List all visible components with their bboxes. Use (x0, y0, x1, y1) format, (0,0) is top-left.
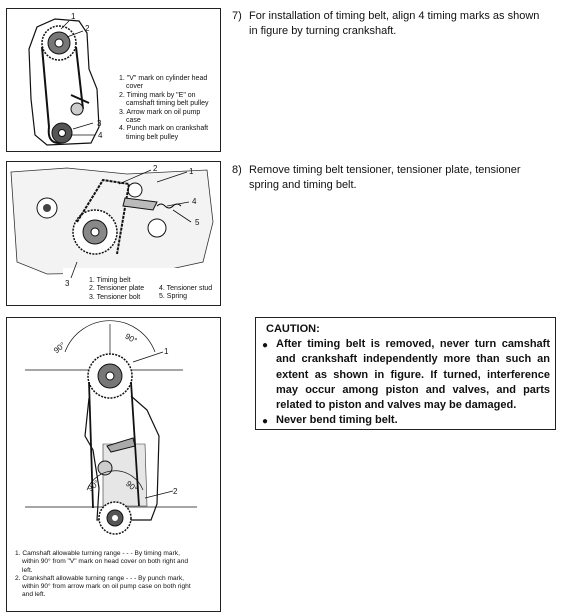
bullet-icon: ● (262, 416, 269, 427)
step-8-number: 8) (232, 164, 242, 176)
step-7-number: 7) (232, 10, 242, 22)
callout-2: 2 (153, 164, 158, 173)
callout-1: 1 (71, 12, 76, 21)
legend-line: 3. Arrow mark on oil pump (119, 108, 201, 116)
legend-line: 1. Camshaft allowable turning range - - - By timing mark, (15, 550, 180, 557)
angle-label-cam-right: 90° (123, 331, 139, 346)
caution-item-1: After timing belt is removed, never turn camshaft and crankshaft independently more than such an extent as shown in figure. If turned, interference may occur among piston and valves, and parts related to piston and valves may be damaged. (276, 338, 550, 412)
legend-line: 1. "V" mark on cylinder head (119, 75, 208, 82)
angle-label-crank-left: 90° (86, 478, 102, 494)
legend-line: cover (126, 83, 144, 91)
legend-line: 1. Timing belt (89, 277, 131, 284)
legend-line: 5. Spring (159, 293, 188, 301)
step-7 (232, 9, 557, 43)
callout-3: 3 (65, 279, 70, 288)
figure-tensioner-removal (6, 161, 221, 306)
figure-timing-marks (6, 8, 221, 152)
figure-turning-range (6, 317, 221, 612)
callout-4: 4 (192, 197, 197, 206)
legend-line: 4. Punch mark on crankshaft (119, 125, 209, 133)
legend-line: 2. Tensioner plate (89, 285, 145, 293)
callout-3: 3 (97, 119, 102, 128)
legend-line: 2. Timing mark by "E" on (119, 91, 196, 99)
caution-item-2: Never bend timing belt. (276, 414, 398, 426)
figure2-legend-right (159, 285, 212, 302)
legend-line: within 90° from arrow mark on oil pump case on both right (22, 583, 191, 591)
legend-line: left. (22, 566, 33, 574)
callout-1: 1 (164, 347, 169, 356)
callout-1: 1 (189, 167, 194, 176)
legend-line: and left. (22, 591, 46, 599)
figure1-legend (119, 75, 208, 142)
step-8-text: Remove timing belt tensioner, tensioner plate, tensioner spring and timing belt. (249, 164, 521, 191)
legend-line: within 90° from "V" mark on head cover on both right and (22, 558, 189, 566)
callout-2: 2 (85, 24, 90, 33)
legend-line: camshaft timing belt pulley (126, 100, 209, 108)
legend-line: timing belt pulley (126, 133, 179, 141)
legend-line: 4. Tensioner stud (159, 285, 213, 292)
step-8 (232, 163, 557, 197)
callout-2: 2 (173, 487, 178, 496)
legend-line: 2. Crankshaft allowable turning range - - - By punch mark, (15, 574, 184, 582)
figure3-legend (15, 550, 191, 600)
step-7-text: For installation of timing belt, align 4 timing marks as shown in figure by turning crankshaft. (249, 10, 540, 37)
callout-5: 5 (195, 218, 200, 227)
legend-line: 3. Tensioner bolt (89, 293, 141, 301)
caution-box (255, 317, 556, 430)
callout-4: 4 (98, 131, 103, 140)
legend-line: case (126, 117, 141, 125)
bullet-icon: ● (262, 340, 269, 351)
angle-label-cam-left: 90° (52, 340, 68, 356)
caution-heading: CAUTION: (266, 323, 320, 335)
angle-label-crank-right: 90° (124, 479, 140, 494)
figure2-legend-left (89, 277, 144, 302)
